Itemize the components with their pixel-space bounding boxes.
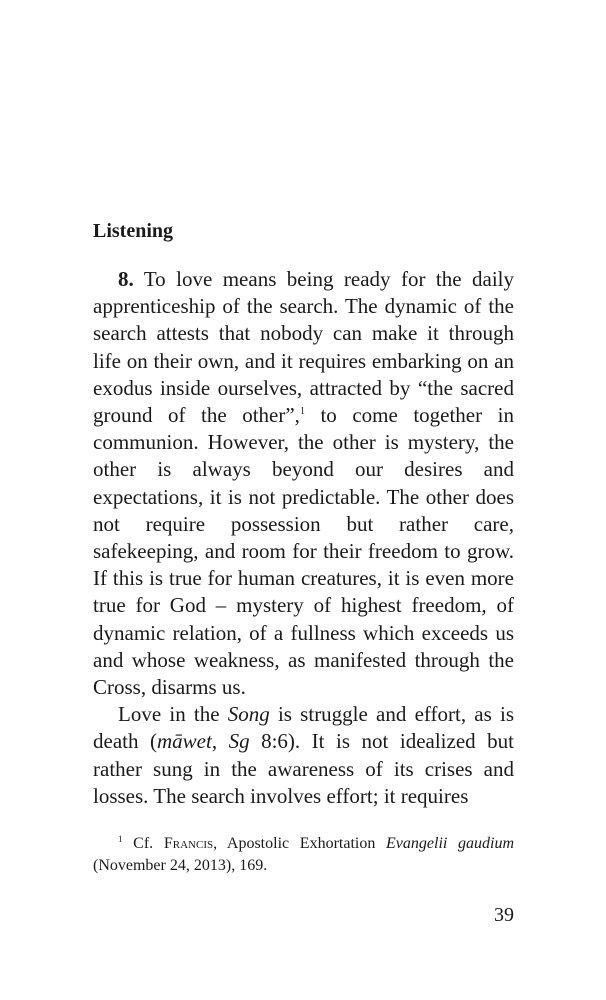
footnote-text-a: Cf. bbox=[122, 835, 164, 852]
sg-italic: Sg bbox=[228, 729, 250, 754]
paragraph-2-text-a: Love in the bbox=[118, 702, 228, 727]
footnote-mark: 1 bbox=[118, 833, 123, 844]
paragraph-1-text-b: to come together in communion. However, the other is mystery, the other is always beyond our desires and expectations, it is not predictable. The other does not require possession but rather care, safekeeping, and room for their freedom to grow. If this is true for human creatures, it is even more true for God – mystery of highest freedom, of dynamic relation, of a fullness which exceeds us and whose weakness, as manifested through the Cross, disarms us. bbox=[93, 403, 514, 700]
footnote-author: Francis bbox=[163, 835, 214, 852]
paragraph-2-text-d: 8:6). It is not idealized but rather sung in the awareness of its crises and losses. The search involves effort; it requires bbox=[93, 729, 514, 808]
footnote-title: Evangelii gaudium bbox=[386, 835, 515, 852]
footnote-text-b: , Apostolic Exhortation bbox=[213, 835, 387, 852]
page-number: 39 bbox=[494, 904, 514, 926]
paragraph-2-text-c: , bbox=[211, 729, 229, 754]
footnote-reference: 1 bbox=[299, 406, 305, 418]
paragraph-2 bbox=[93, 701, 514, 810]
section-heading: Listening bbox=[93, 220, 174, 242]
song-italic: Song bbox=[227, 702, 270, 727]
footnote bbox=[93, 833, 514, 877]
paragraph-number: 8. bbox=[118, 267, 134, 291]
paragraph-2-text-b: is struggle and effort, as is death ( bbox=[93, 702, 514, 754]
body-text bbox=[93, 266, 514, 810]
footnote-text-c: (November 24, 2013), 169. bbox=[93, 857, 268, 874]
paragraph-1-text-a: To love means being ready for the daily apprenticeship of the search. The dynamic of the search attests that nobody can make it through life on their own, and it requires embarking on an exodus inside ourselves, attracted by “the sacred ground of the other”, bbox=[93, 267, 514, 428]
mawet-italic: māwet bbox=[156, 729, 212, 754]
paragraph-1 bbox=[93, 266, 514, 701]
book-page bbox=[93, 0, 514, 1000]
